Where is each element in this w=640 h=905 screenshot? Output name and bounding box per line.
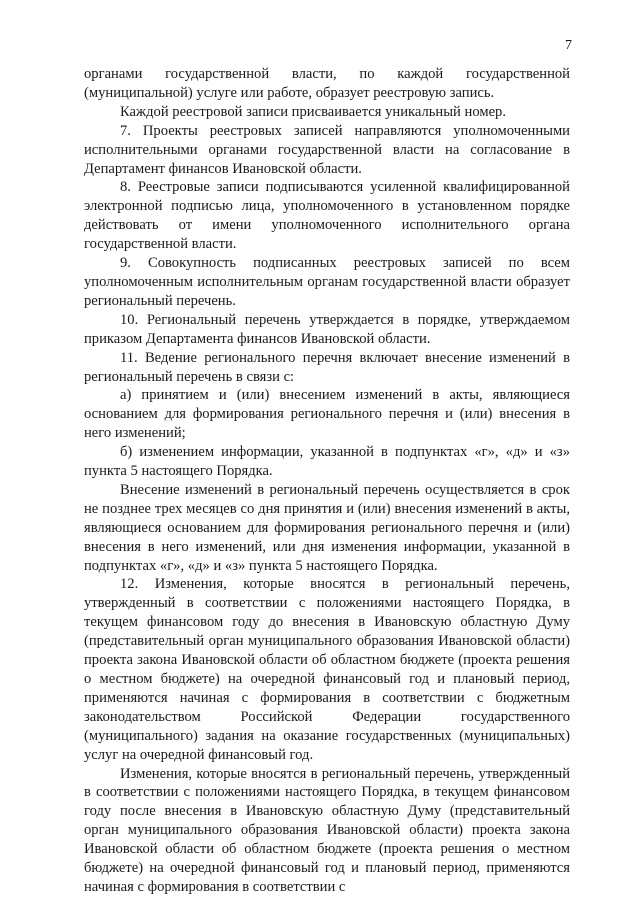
paragraph-changes-deadline: Внесение изменений в региональный перечень осуществляется в срок не позднее трех месяцев со дня принятия и (или) внесения изменений в акты, являющиеся основанием для формирования регионального перечня и (или) внесения в него изменений, или дня изменения информации, указанной в подпунктах «г», «д» и «з» пункта 5 настоящего Порядка. — [84, 481, 570, 574]
paragraph-subitem-b: б) изменением информации, указанной в подпунктах «г», «д» и «з» пункта 5 настоящего Порядка. — [84, 444, 570, 480]
paragraph-changes-after: Изменения, которые вносятся в региональный перечень, утвержденный в соответствии с положениями настоящего Порядка, в текущем финансовом году после внесения в Ивановскую областную Думу (представительный орган муниципального образования Ивановской области) проекта закона Ивановской области об областном бюджете (проекта решения о местном бюджете) на очередной финансовый год и плановый период, применяются начиная с формирования в соответствии с — [84, 765, 570, 895]
paragraph-item-11: 11. Ведение регионального перечня включает внесение изменений в региональный перечень в связи с: — [84, 349, 570, 385]
paragraph-item-10: 10. Региональный перечень утверждается в порядке, утверждаемом приказом Департамента финансов Ивановской области. — [84, 311, 570, 347]
paragraph-subitem-a: а) принятием и (или) внесением изменений в акты, являющиеся основанием для формирования регионального перечня и (или) внесения в него изменений; — [84, 387, 570, 442]
paragraph-item-12: 12. Изменения, которые вносятся в региональный перечень, утвержденный в соответствии с положениями настоящего Порядка, в текущем финансовом году до внесения в Ивановскую областную Думу (представительный орган муниципального образования Ивановской области) проекта закона Ивановской области об областном бюджете (проекта решения о местном бюджете) на очередной финансовый год и плановый период, применяются начиная с формирования в соответствии с бюджетным законодательством Российской Федерации государственного (муниципального) задания на оказание государственных (муниципальных) услуг на очередной финансовый год. — [84, 576, 570, 763]
document-body — [84, 65, 570, 897]
page-number: 7 — [565, 38, 572, 53]
paragraph-item-7: 7. Проекты реестровых записей направляются уполномоченными исполнительными органами государственной власти на согласование в Департамент финансов Ивановской области. — [84, 122, 570, 177]
paragraph-item-8: 8. Реестровые записи подписываются усиленной квалифицированной электронной подписью лица, уполномоченного в установленном порядке действовать от имени уполномоченного исполнительного органа государственной власти. — [84, 179, 570, 253]
paragraph-continuation: органами государственной власти, по каждой государственной (муниципальной) услуге или работе, образует реестровую запись. — [84, 66, 570, 101]
paragraph-unique-number: Каждой реестровой записи присваивается уникальный номер. — [120, 103, 506, 120]
paragraph-item-9: 9. Совокупность подписанных реестровых записей по всем уполномоченным исполнительным органам государственной власти образует региональный перечень. — [84, 255, 570, 309]
